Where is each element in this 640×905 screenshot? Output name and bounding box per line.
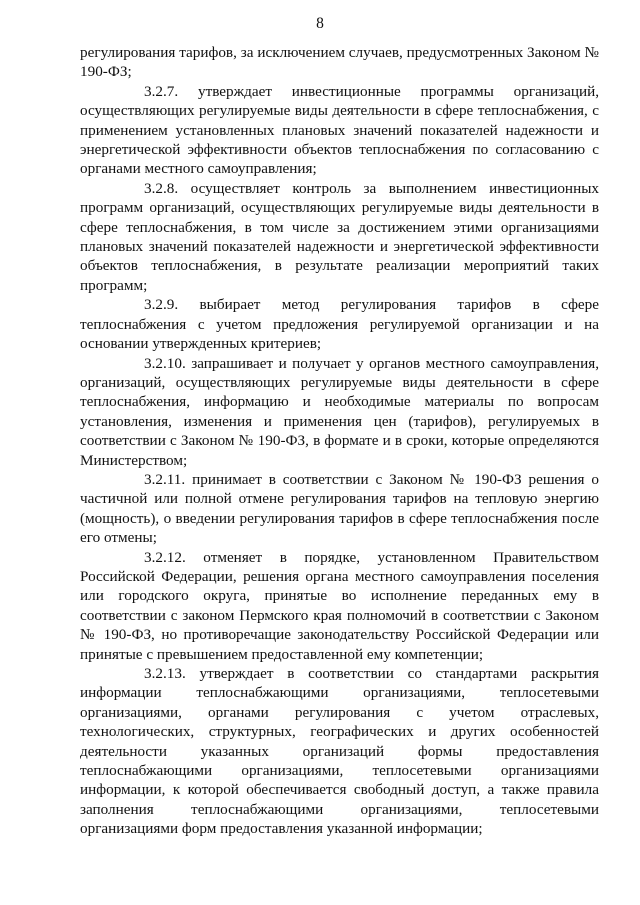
paragraph-3-2-10: 3.2.10. запрашивает и получает у органов местного самоуправления, организаций, осуществляющих регулируемые виды деятельности в сфере теплоснабжения, информацию и необходимые материалы по вопросам установления, изменения и применения цен (тарифов), регулируемых в соответствии с Законом № 190-ФЗ, в формате и в сроки, которые определяются Министерством; — [80, 354, 599, 469]
paragraph-3-2-11: 3.2.11. принимает в соответствии с Законом № 190-ФЗ решения о частичной или полной отмене регулирования тарифов на тепловую энергию (мощность), о введении регулирования тарифов в сфере теплоснабжения после его отмены; — [80, 470, 599, 547]
paragraph-3-2-8: 3.2.8. осуществляет контроль за выполнением инвестиционных программ организаций, осуществляющих регулируемые виды деятельности в сфере теплоснабжения, в том числе за достижением этими организациями плановых значений показателей надежности и энергетической эффективности объектов теплоснабжения, в результате реализации мероприятий таких программ; — [80, 179, 599, 294]
document-body — [80, 43, 599, 839]
paragraph-3-2-7: 3.2.7. утверждает инвестиционные программы организаций, осуществляющих регулируемые виды деятельности в сфере теплоснабжения, с применением установленных плановых значений показателей надежности и энергетической эффективности объектов теплоснабжения по согласованию с органами местного самоуправления; — [80, 82, 599, 178]
paragraph-3-2-12: 3.2.12. отменяет в порядке, установленном Правительством Российской Федерации, решения органа местного самоуправления поселения или городского округа, принятые во исполнение переданных ему в соответствии с законом Пермского края полномочий в соответствии с Законом № 190-ФЗ, но противоречащие законодательству Российской Федерации или принятые с превышением предоставленной ему компетенции; — [80, 548, 599, 663]
page-number: 8 — [316, 15, 324, 32]
paragraph-3-2-9: 3.2.9. выбирает метод регулирования тарифов в сфере теплоснабжения с учетом предложения регулируемой организации и на основании утвержденных критериев; — [80, 296, 599, 353]
paragraph-3-2-13: 3.2.13. утверждает в соответствии со стандартами раскрытия информации теплоснабжающими организациями, теплосетевыми организациями, органами регулирования с учетом отраслевых, технологических, структурных, географических и других особенностей деятельности указанных организаций формы предоставления теплоснабжающими организациями, теплосетевыми организациями информации, к которой обеспечивается свободный доступ, а также правила заполнения теплоснабжающими организациями, теплосетевыми организациями форм предоставления указанной информации; — [80, 665, 599, 838]
paragraph-continuation: регулирования тарифов, за исключением случаев, предусмотренных Законом № 190-ФЗ; — [80, 44, 599, 81]
